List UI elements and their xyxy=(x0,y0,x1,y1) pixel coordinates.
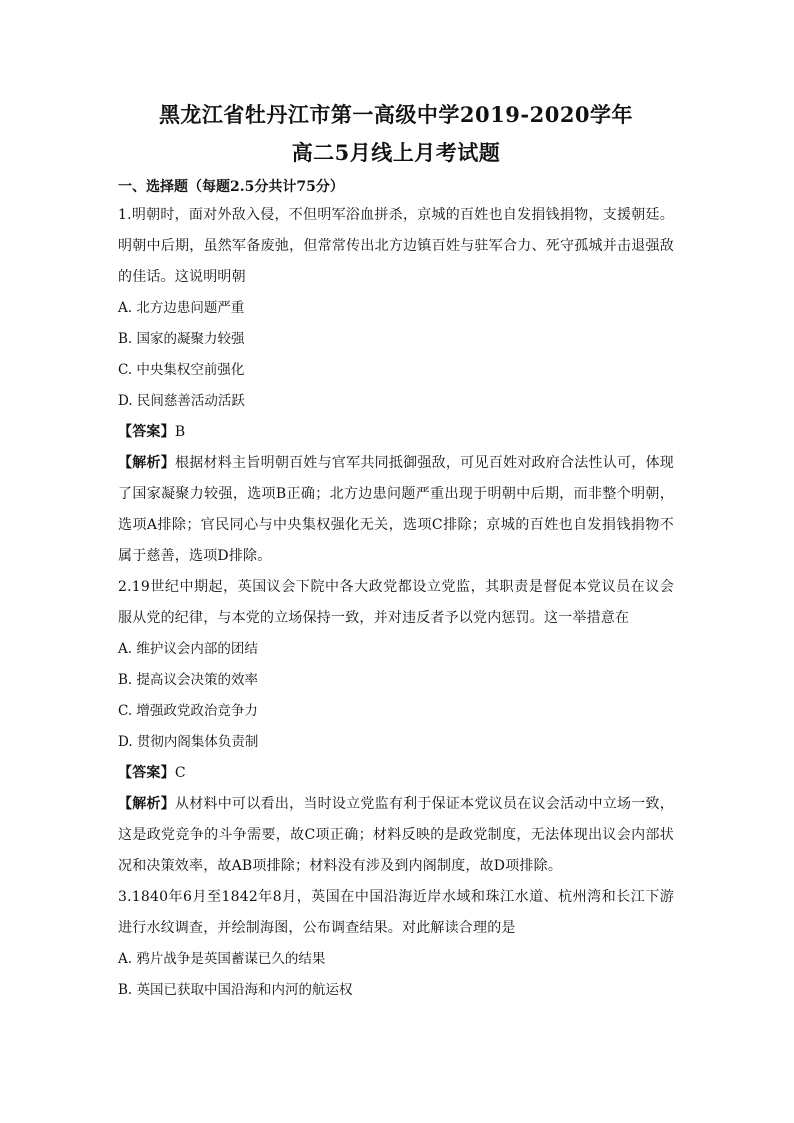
analysis-paragraph xyxy=(118,789,674,882)
analysis-paragraph xyxy=(118,448,674,572)
question-stem: 3.1840年6月至1842年8月，英国在中国沿海近岸水域和珠江水道、杭州湾和长江下游进行水纹调查，并绘制海图，公布调查结果。对此解读合理的是 xyxy=(118,889,674,936)
option-a: A. 维护议会内部的团结 xyxy=(118,641,258,657)
option-b: B. 英国已获取中国沿海和内河的航运权 xyxy=(118,982,353,998)
option-b: B. 国家的凝聚力较强 xyxy=(118,331,245,347)
option-c: C. 中央集权空前强化 xyxy=(118,362,245,378)
analysis-tag: 【解析】 xyxy=(118,455,176,471)
answer-tag: 【答案】 xyxy=(118,424,175,440)
option-d: D. 民间慈善活动活跃 xyxy=(118,393,245,409)
option-b: B. 提高议会决策的效率 xyxy=(118,672,259,688)
document-title-line-2: 高二5月线上月考试题 xyxy=(291,140,501,165)
question-stem: 2.19世纪中期起，英国议会下院中各大政党都设立党监，其职责是督促本党议员在议会服从党的纪律，与本党的立场保持一致，并对违反者予以党内惩罚。这一举措意在 xyxy=(118,579,674,626)
question-2 xyxy=(118,572,674,882)
option-d: D. 贯彻内阁集体负责制 xyxy=(118,734,259,750)
answer-line xyxy=(118,417,674,448)
question-3 xyxy=(118,882,674,1006)
option-a: A. 北方边患问题严重 xyxy=(118,300,245,316)
answer-line xyxy=(118,758,674,789)
section-heading: 一、选择题（每题2.5分共计75分） xyxy=(118,179,344,195)
analysis-text: 从材料中可以看出，当时设立党监有利于保证本党议员在议会活动中立场一致，这是政党竞争的斗争需要，故C项正确；材料反映的是政党制度，无法体现出议会内部状况和决策效率，故AB项排除；材料没有涉及到内阁制度，故D项排除。 xyxy=(118,796,674,874)
answer-tag: 【答案】 xyxy=(118,765,175,781)
option-a: A. 鸦片战争是英国蓄谋已久的结果 xyxy=(118,951,326,967)
answer-value: B xyxy=(174,424,186,440)
option-c: C. 增强政党政治竞争力 xyxy=(118,703,258,719)
question-1 xyxy=(118,200,674,572)
answer-value: C xyxy=(174,765,186,781)
analysis-tag: 【解析】 xyxy=(118,796,176,812)
analysis-text: 根据材料主旨明朝百姓与官军共同抵御强敌，可见百姓对政府合法性认可，体现了国家凝聚力较强，选项B正确；北方边患问题严重出现于明朝中后期，而非整个明朝，选项A排除；官民同心与中央集权强化无关，选项C排除；京城的百姓也自发捐钱捐物不属于慈善，选项D排除。 xyxy=(118,455,674,564)
document-title-line-1: 黑龙江省牡丹江市第一高级中学2019-2020学年 xyxy=(158,102,634,127)
question-stem: 1.明朝时，面对外敌入侵，不但明军浴血拼杀，京城的百姓也自发捐钱捐物，支援朝廷。明朝中后期，虽然军备废弛，但常常传出北方边镇百姓与驻军合力、死守孤城并击退强敌的佳话。这说明明朝 xyxy=(118,207,674,285)
